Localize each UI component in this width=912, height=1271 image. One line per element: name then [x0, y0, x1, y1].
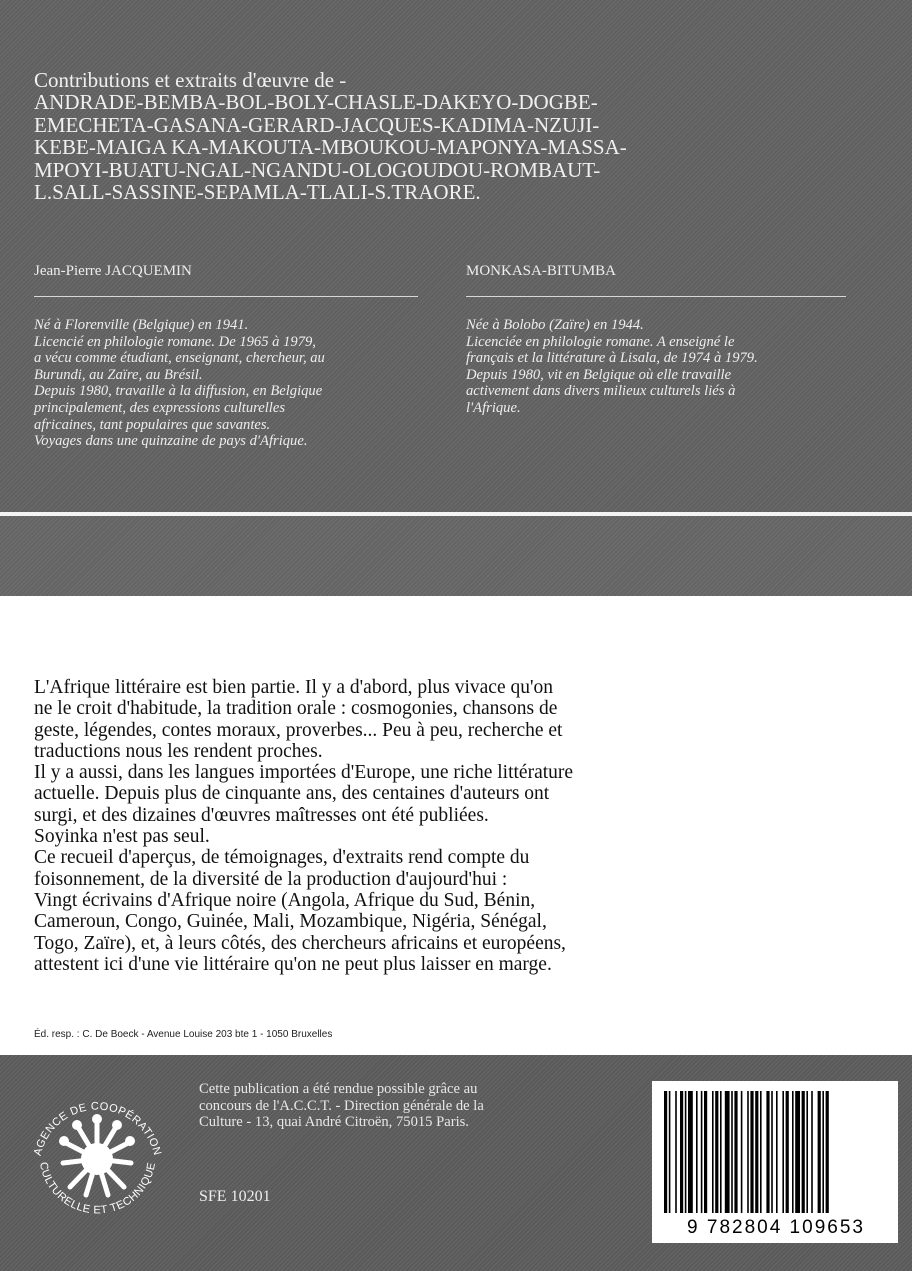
blurb-line: Cameroun, Congo, Guinée, Mali, Mozambique, Nigéria, Sénégal,: [34, 911, 547, 933]
back-cover-blurb: [34, 677, 573, 975]
contributors-line: EMECHETA-GASANA-GERARD-JACQUES-KADIMA-NZUJI-: [34, 112, 600, 137]
bio-line: Depuis 1980, vit en Belgique où elle travaille: [466, 366, 732, 383]
bio-line: Burundi, au Zaïre, au Brésil.: [34, 366, 203, 383]
blurb-line: foisonnement, de la diversité de la production d'aujourd'hui :: [34, 868, 508, 890]
blurb-line: L'Afrique littéraire est bien partie. Il y a d'abord, plus vivace qu'on: [34, 677, 553, 698]
contributors-line: KEBE-MAIGA KA-MAKOUTA-MBOUKOU-MAPONYA-MASSA-: [34, 135, 627, 159]
author-rule: [466, 296, 846, 297]
bio-line: a vécu comme étudiant, enseignant, chercheur, au: [34, 350, 325, 367]
bio-line: Depuis 1980, travaille à la diffusion, en Belgique: [34, 383, 323, 400]
publication-note-line: concours de l'A.C.C.T. - Direction générale de la: [199, 1097, 484, 1114]
bio-line: français et la littérature à Lisala, de 1974 à 1979.: [466, 350, 758, 367]
bio-line: Née à Bolobo (Zaïre) en 1944.: [466, 317, 644, 333]
contributors-line: L.SALL-SASSINE-SEPAMLA-TLALI-S.TRAORE.: [34, 180, 481, 204]
author-rule: [34, 296, 418, 297]
bio-line: activement dans divers milieux culturels liés à: [466, 383, 736, 400]
bio-line: l'Afrique.: [466, 399, 521, 416]
author-bio-jacquemin: [34, 317, 325, 450]
publisher-imprint: Éd. resp. : C. De Boeck - Avenue Louise 203 bte 1 - 1050 Bruxelles: [34, 1029, 333, 1040]
middle-band: [0, 516, 912, 596]
contributors-line: ANDRADE-BEMBA-BOL-BOLY-CHASLE-DAKEYO-DOGBE-: [34, 90, 598, 114]
logo-text-bottom: CULTURELLE ET TECHNIQUE: [36, 1161, 159, 1217]
blurb-line: geste, légendes, contes moraux, proverbes... Peu à peu, recherche et: [34, 719, 563, 741]
blurb-line: Soyinka n'est pas seul.: [34, 826, 210, 848]
contributors-line: MPOYI-BUATU-NGAL-NGANDU-OLOGOUDOU-ROMBAUT-: [34, 157, 601, 182]
blurb-line: Ce recueil d'aperçus, de témoignages, d'extraits rend compte du: [34, 847, 530, 869]
publication-note-line: Cette publication a été rendue possible grâce au: [199, 1081, 478, 1097]
acct-emblem-icon: [20, 1075, 175, 1230]
blurb-line: Togo, Zaïre), et, à leurs côtés, des chercheurs africains et européens,: [34, 932, 566, 954]
author-bio-monkasa: [466, 317, 758, 417]
blurb-line: Il y a aussi, dans les langues importées d'Europe, une riche littérature: [34, 762, 574, 784]
blurb-line: traductions nous les rendent proches.: [34, 740, 323, 762]
bio-line: Voyages dans une quinzaine de pays d'Afrique.: [34, 433, 308, 450]
blurb-line: ne le croit d'habitude, la tradition orale : cosmogonies, chansons de: [34, 698, 558, 720]
isbn-barcode: [652, 1081, 898, 1243]
contributors-intro: Contributions et extraits d'œuvre de -: [34, 68, 347, 92]
publication-note-line: Culture - 13, quai André Citroën, 75015 Paris.: [199, 1114, 469, 1130]
blurb-line: actuelle. Depuis plus de cinquante ans, des centaines d'auteurs ont: [34, 783, 550, 805]
reference-code: SFE 10201: [199, 1188, 271, 1205]
bio-line: Né à Florenville (Belgique) en 1941.: [34, 317, 249, 333]
logo-text-top: AGENCE DE COOPÉRATION: [31, 1100, 164, 1157]
bio-line: Licenciée en philologie romane. A enseigné le: [466, 333, 735, 350]
author-name-monkasa: MONKASA-BITUMBA: [466, 263, 617, 279]
contributors-list: [34, 91, 694, 204]
blurb-line: surgi, et des dizaines d'œuvres maîtresses ont été publiées.: [34, 804, 489, 826]
bio-line: principalement, des expressions culturelles: [34, 399, 286, 416]
blurb-line: Vingt écrivains d'Afrique noire (Angola, Afrique du Sud, Bénin,: [34, 889, 536, 911]
blurb-line: attestent ici d'une vie littéraire qu'on ne peut plus laisser en marge.: [34, 953, 552, 975]
bio-line: Licencié en philologie romane. De 1965 à 1979,: [34, 333, 316, 350]
isbn-digits: 9 782804 109653: [687, 1217, 865, 1238]
bio-line: africaines, tant populaires que savantes.: [34, 416, 271, 433]
publication-note: [199, 1081, 484, 1131]
author-name-jacquemin: Jean-Pierre JACQUEMIN: [34, 263, 192, 279]
